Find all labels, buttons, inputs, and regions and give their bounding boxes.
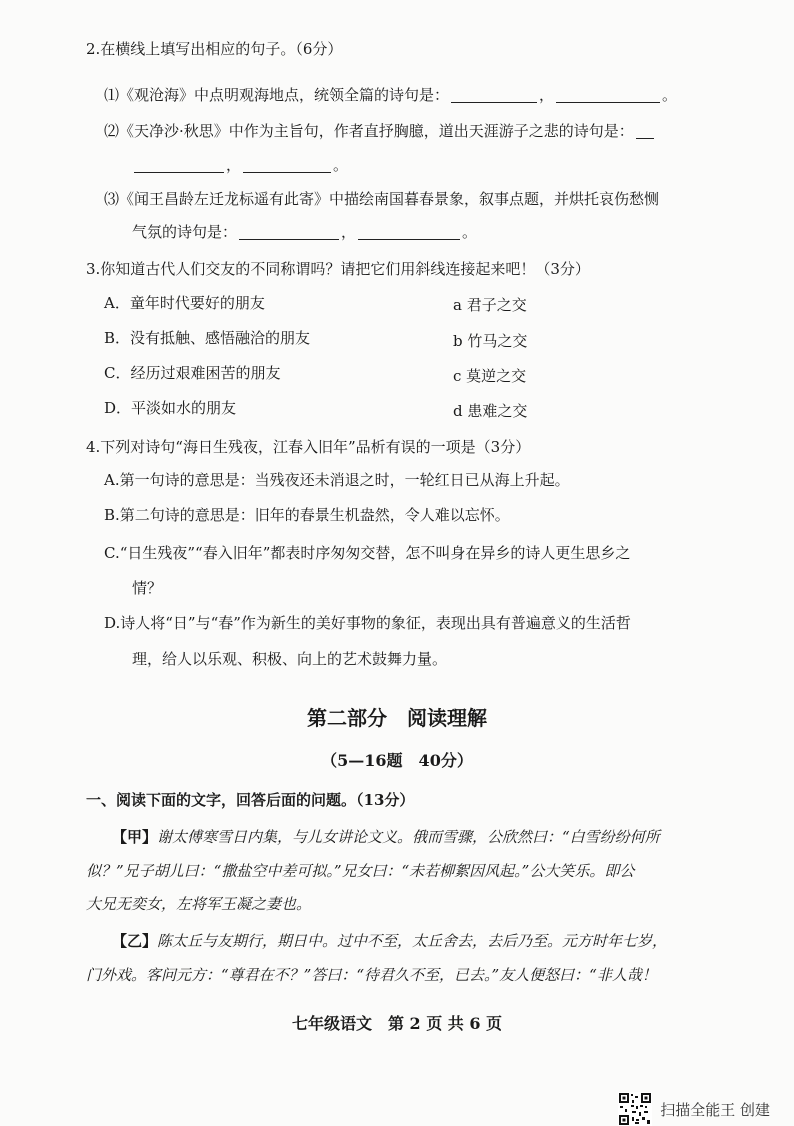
comma: ， bbox=[539, 86, 555, 104]
answer-blank[interactable] bbox=[556, 88, 660, 103]
q3-right-d[interactable]: d 患难之交 bbox=[453, 402, 528, 420]
q3-stem: 3.你知道古代人们交友的不同称谓吗？请把它们用斜线连接起来吧！（3分） bbox=[86, 260, 590, 278]
q3-left-d[interactable]: D．平淡如水的朋友 bbox=[104, 399, 237, 417]
passage-yi-label: 【乙】 bbox=[112, 932, 158, 950]
passage-jia-label: 【甲】 bbox=[112, 828, 158, 846]
q2-sub1-text: ⑴《观沧海》中点明观海地点，统领全篇的诗句是： bbox=[104, 86, 450, 104]
comma: ， bbox=[341, 223, 357, 241]
q3-left-a[interactable]: A．童年时代要好的朋友 bbox=[104, 294, 265, 312]
part-two-subtitle: （5—16题 40分） bbox=[321, 751, 473, 770]
scanner-watermark-text: 扫描全能王 创建 bbox=[660, 1100, 770, 1119]
answer-blank[interactable] bbox=[239, 225, 339, 240]
passage-jia-text: 谢太傅寒雪日内集，与儿女讲论文义。俄而雪骤，公欣然曰：“白雪纷纷何所 bbox=[157, 828, 660, 846]
q2-sub2-text: ⑵《天净沙·秋思》中作为主旨句，作者直抒胸臆，道出天涯游子之悲的诗句是： bbox=[104, 122, 634, 140]
q4-option-a[interactable]: A.第一句诗的意思是：当残夜还未消退之时，一轮红日已从海上升起。 bbox=[104, 471, 570, 489]
passage-yi-text: 陈太丘与友期行，期日中。过中不至，太丘舍去，去后乃至。元方时年七岁， bbox=[157, 932, 668, 950]
q4-stem: 4.下列对诗句“海日生残夜，江春入旧年”品析有误的一项是（3分） bbox=[86, 438, 531, 456]
q3-right-a[interactable]: a 君子之交 bbox=[453, 296, 527, 314]
q2-sub2-cont bbox=[132, 158, 348, 173]
q4-option-b[interactable]: B.第二句诗的意思是：旧年的春景生机盎然，令人难以忘怀。 bbox=[104, 506, 510, 524]
q2-sub2 bbox=[104, 124, 656, 139]
q3-left-b[interactable]: B．没有抵触、感悟融洽的朋友 bbox=[104, 329, 311, 347]
q2-sub3-line2 bbox=[132, 225, 477, 240]
reading-heading: 一、阅读下面的文字，回答后面的问题。（13分） bbox=[86, 791, 415, 809]
passage-yi-line1 bbox=[112, 934, 667, 949]
answer-blank[interactable] bbox=[636, 124, 654, 139]
q3-right-c[interactable]: c 莫逆之交 bbox=[453, 367, 527, 385]
qr-code-icon bbox=[618, 1092, 652, 1126]
part-two-title: 第二部分 阅读理解 bbox=[307, 706, 487, 730]
passage-jia-line1 bbox=[112, 830, 660, 845]
answer-blank[interactable] bbox=[134, 158, 224, 173]
scanner-watermark bbox=[618, 1092, 770, 1126]
page-footer: 七年级语文 第 2 页 共 6 页 bbox=[291, 1014, 503, 1033]
passage-jia-line2: 似？”兄子胡儿曰：“撒盐空中差可拟。”兄女曰：“未若柳絮因风起。”公大笑乐。即公 bbox=[86, 862, 635, 880]
q2-sub3-line1: ⑶《闻王昌龄左迁龙标遥有此寄》中描绘南国暮春景象，叙事点题，并烘托哀伤愁恻 bbox=[104, 190, 660, 208]
q3-right-b[interactable]: b 竹马之交 bbox=[453, 332, 528, 350]
answer-blank[interactable] bbox=[451, 88, 537, 103]
q2-sub3-text: 气氛的诗句是： bbox=[132, 223, 238, 241]
comma: ， bbox=[226, 156, 242, 174]
q4-option-d-line2[interactable]: 理，给人以乐观、积极、向上的艺术鼓舞力量。 bbox=[132, 650, 448, 668]
period: 。 bbox=[333, 156, 349, 174]
q2-stem: 2.在横线上填写出相应的句子。（6分） bbox=[86, 40, 343, 58]
q2-sub1 bbox=[104, 88, 677, 103]
q4-option-c-line2[interactable]: 情？ bbox=[132, 579, 163, 597]
passage-yi-line2: 门外戏。客问元方：“尊君在不？”答曰：“待君久不至，已去。”友人便怒曰：“非人哉！ bbox=[86, 966, 657, 984]
period: 。 bbox=[462, 223, 478, 241]
period: 。 bbox=[662, 86, 678, 104]
answer-blank[interactable] bbox=[358, 225, 460, 240]
q4-option-c-line1[interactable]: C.“日生残夜”“春入旧年”都表时序匆匆交替，怎不叫身在异乡的诗人更生思乡之 bbox=[104, 544, 631, 562]
q3-left-c[interactable]: C．经历过艰难困苦的朋友 bbox=[104, 364, 281, 382]
q4-option-d-line1[interactable]: D.诗人将“日”与“春”作为新生的美好事物的象征，表现出具有普遍意义的生活哲 bbox=[104, 614, 631, 632]
answer-blank[interactable] bbox=[243, 158, 331, 173]
passage-jia-line3: 大兄无奕女，左将军王凝之妻也。 bbox=[86, 895, 312, 913]
